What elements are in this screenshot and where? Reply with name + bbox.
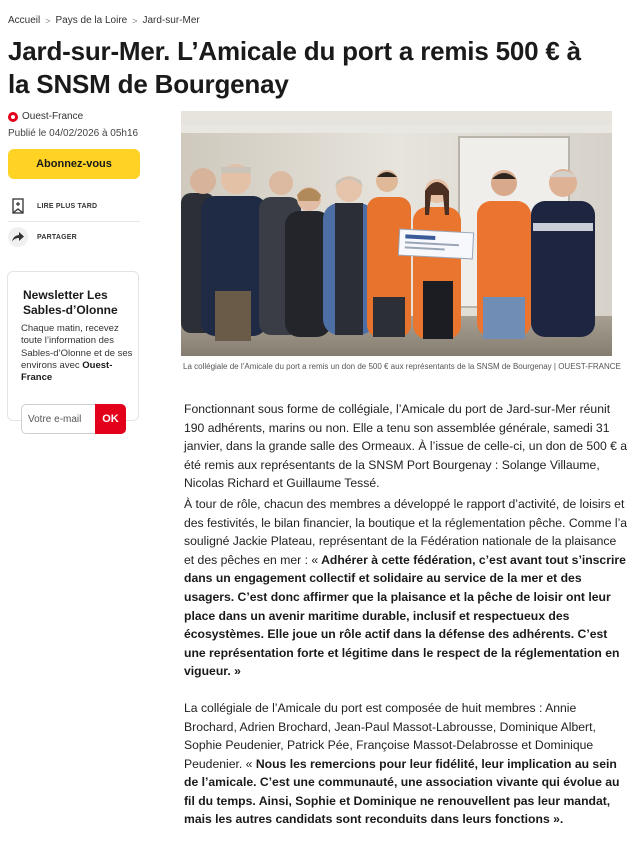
action-divider (8, 221, 140, 222)
breadcrumb (8, 15, 200, 26)
breadcrumb-region[interactable]: Pays de la Loire (55, 15, 128, 26)
article-paragraph (184, 495, 628, 681)
newsletter-description (21, 323, 133, 384)
newsletter-ok-button[interactable]: OK (95, 404, 126, 434)
read-later-label: LIRE PLUS TARD (37, 202, 98, 210)
breadcrumb-home[interactable]: Accueil (8, 15, 41, 26)
article-title: Jard-sur-Mer. L’Amicale du port a remis 500 € à la SNSM de Bourgenay (8, 36, 581, 99)
paragraph-text: À tour de rôle, chacun des membres a développé le rapport d’activité, de loisirs et des festivités, le bilan financier, la boutique et la réglementation pêche. Comme l’a souligné Jackie Plateau, représentant de la Fédération nationale de la plaisance et des pêches en mer : « (184, 496, 628, 567)
article-photo (181, 111, 612, 356)
breadcrumb-town[interactable]: Jard-sur-Mer (142, 15, 200, 26)
newsletter-email-input[interactable] (21, 404, 95, 434)
newsletter-title: Newsletter Les Sables-d’Olonne (23, 288, 118, 317)
share-arrow-icon (8, 227, 28, 247)
article-paragraph: Fonctionnant sous forme de collégiale, l’Amicale du port de Jard-sur-Mer réunit 190 adhérents, marins ou non. Elle a tenu son assemblée générale, samedi 31 janvier, dans la grande salle des Ormeaux. À l’issue de celle-ci, un don de 500 € a été remis aux représentants de la SNSM Port Bourgenay : Solange Villaume, Nicolas Richard et Guillaume Tessé. (184, 402, 628, 491)
ouest-france-logo-icon (8, 112, 18, 122)
publish-date: Publié le 04/02/2026 à 05h16 (8, 128, 139, 139)
read-later-button[interactable] (8, 193, 140, 219)
subscribe-button[interactable]: Abonnez-vous (8, 149, 140, 179)
group-photo-illustration (181, 111, 612, 356)
share-label: PARTAGER (37, 233, 77, 241)
source-name: Ouest-France (22, 111, 84, 122)
newsletter-box (7, 271, 139, 425)
quote-close: ». (553, 812, 564, 827)
photo-caption: La collégiale de l’Amicale du port a remis un don de 500 € aux représentants de la SNSM de Bourgenay | OUEST-FRANCE (183, 362, 621, 371)
article-paragraph (184, 699, 628, 829)
share-button[interactable] (8, 224, 140, 250)
breadcrumb-separator: > (45, 15, 51, 26)
newsletter-brand: Ouest-France (21, 359, 113, 384)
quote-text: Nous les remercions pour leur fidélité, leur implication au sein de l’amicale. C’est une communauté, une association vivante qui évolue au fil du temps. Ainsi, Sophie et Dominique ne renouvellent pas leur mandat, mais les autres candidats sont reconduits dans leurs fonctions (184, 756, 620, 827)
article-body (184, 400, 628, 829)
article-source (8, 111, 83, 122)
quote-text: Adhérer à cette fédération, c’est avant tout s’inscrire dans un engagement collectif et solidaire au service de la mer et des usagers. C’est donc affirmer que la plaisance et la pêche de loisir ont leur place dans un avenir maritime durable, inclusif et respectueux des écosystèmes. Elle joue un rôle actif dans la défense des adhérents. C’est une représentation forte et légitime dans le respect de la réglementation en vigueur. (184, 552, 626, 679)
paragraph-text: La collégiale de l’Amicale du port est composée de huit membres : Annie Brochard, Adrien Brochard, Jean-Paul Massot-Labrousse, Dominique Albert, Sophie Peudenier, Patrick Pée, Françoise Massot-Delabrosse et Dominique Peudenier. « (184, 700, 596, 771)
bookmark-icon (8, 196, 28, 216)
breadcrumb-separator: > (132, 15, 138, 26)
newsletter-description-text: Chaque matin, recevez toute l’information des Sables-d’Olonne et de ses environs avec (21, 323, 133, 371)
quote-close: » (234, 664, 241, 679)
